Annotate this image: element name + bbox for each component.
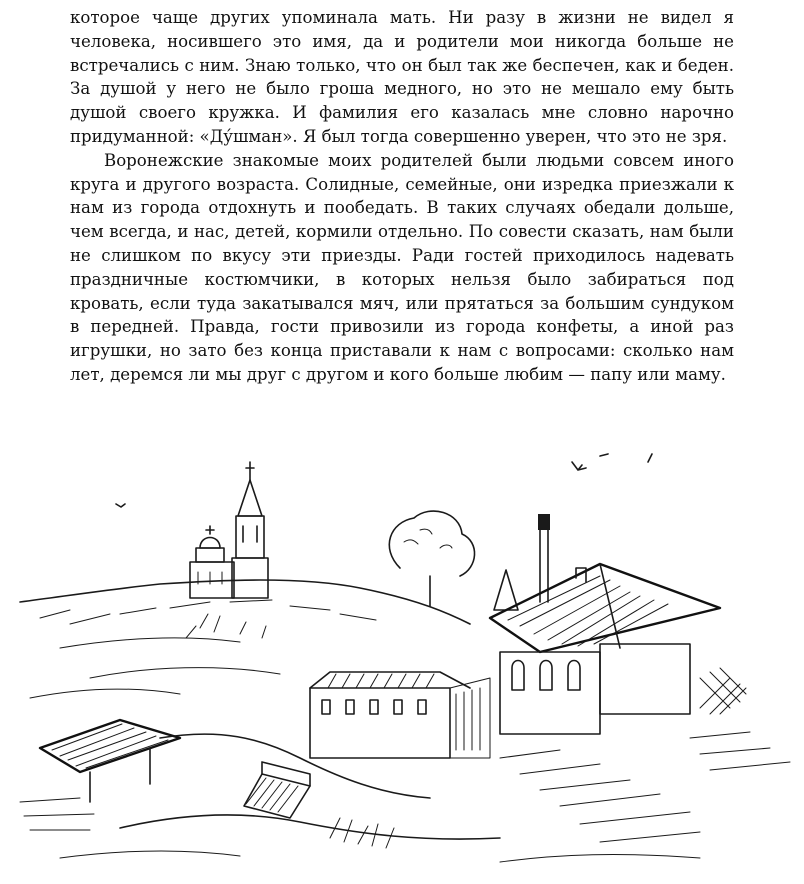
foreground-contours [60, 851, 700, 862]
field-rows-right [690, 732, 790, 770]
hill-hatching [40, 600, 376, 624]
hill-ridge [20, 580, 470, 624]
body-text [70, 6, 734, 387]
roof-hatching [508, 576, 668, 646]
road-edge-1 [160, 734, 430, 798]
middle-side-hatching [456, 688, 480, 750]
trees [389, 511, 550, 610]
church-spire [238, 480, 262, 516]
road-edge-2 [120, 815, 500, 839]
church [190, 462, 268, 598]
birds [116, 454, 652, 507]
middle-house-wall [310, 688, 450, 758]
hut-ground [20, 798, 94, 830]
footbridge [244, 762, 310, 818]
sketch-svg [0, 438, 804, 884]
left-hut [20, 720, 180, 830]
bird-4 [116, 504, 125, 507]
tree-foliage-1 [404, 529, 452, 548]
bird-2 [600, 454, 608, 456]
arched-windows [512, 661, 580, 691]
hill-grass [186, 614, 266, 638]
middle-roof-hatching [328, 674, 434, 688]
large-house-wall [500, 652, 600, 734]
tree-crown-1 [389, 511, 474, 576]
hill-contours [30, 638, 280, 698]
lattice-fence [700, 668, 746, 714]
large-house [490, 564, 746, 734]
paragraph-2: Воронежские знакомые моих родителей были людьми совсем иного круга и другого возраста. Солидные, семейные, они изредка приезжали к нам из города отдохнуть и пообедать. В таких случаях обедали дольше, чем всегда, и нас, детей, кормили отдельно. По совести сказать, нам были не слишком по вкусу эти приезды. Ради гостей приходилось надевать праздничные костюмчики, в которых нельзя было забираться под кровать, если туда закатывался мяч, или прятаться за большим сундуком в передней. Правда, гости привозили из города конфеты, а иной раз игрушки, но зато без конца приставали к нам с вопросами: сколько нам лет, деремся ли мы друг с другом и кого больше любим — папу или маму. [70, 150, 734, 384]
bridge-deck [244, 774, 310, 818]
chimney-top [538, 514, 550, 530]
bridge-planks [246, 778, 298, 812]
hut-roof [40, 720, 180, 772]
bird-1 [572, 462, 586, 470]
tower-base [232, 558, 268, 598]
bell-tower [236, 516, 264, 558]
middle-house [310, 672, 490, 758]
dome-cross [206, 526, 214, 534]
bell-tower-windows [243, 526, 257, 542]
middle-house-windows [322, 700, 426, 714]
church-dome [200, 538, 220, 549]
dome-drum [196, 548, 224, 562]
bird-3 [648, 454, 652, 462]
paragraph-1: которое чаще других упоминала мать. Ни разу в жизни не видел я человека, носившего это имя, да и родители мои никогда больше не встречались с ним. Знаю только, что он был так же беспечен, как и беден. За душой у него не было гроша медного, но это не мешало ему быть душой своего кружка. И фамилия его казалась мне словно нарочно придуманной: «Ду́шман». Я был тогда совершенно уверен, что это не зря. [70, 8, 734, 146]
side-wing [600, 644, 690, 714]
large-roof [490, 564, 720, 652]
middle-roof [310, 672, 470, 688]
foreground [60, 732, 790, 862]
small-spire [494, 570, 518, 610]
field-rows [500, 750, 700, 842]
bridge-railing [262, 762, 310, 786]
church-cross [246, 462, 254, 480]
village-sketch-illustration [0, 438, 804, 884]
